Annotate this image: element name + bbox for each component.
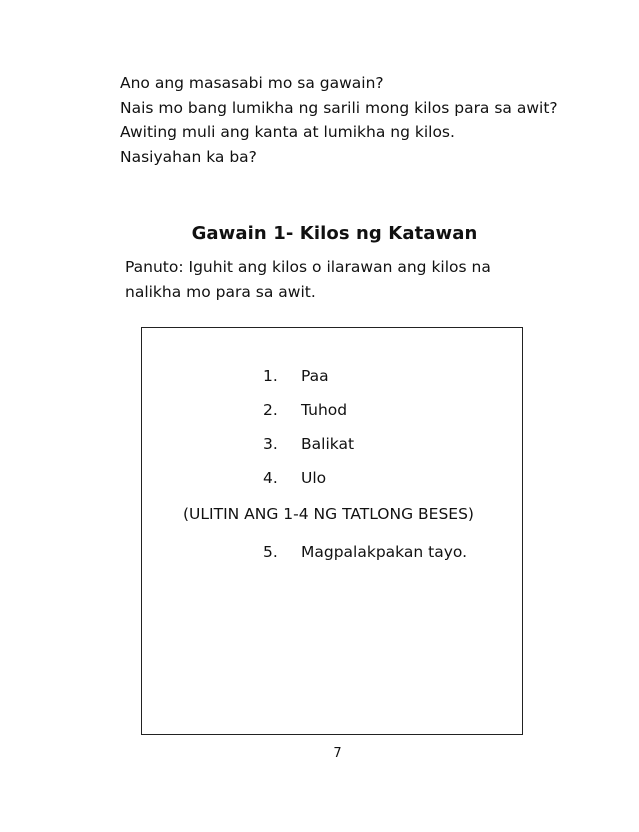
step-text: Tuhod bbox=[301, 401, 348, 419]
step-item bbox=[263, 434, 354, 454]
step-text: Balikat bbox=[301, 435, 355, 453]
activity-instructions: Panuto: Iguhit ang kilos o ilarawan ang kilos na nalikha mo para sa awit. bbox=[125, 258, 491, 301]
step-item bbox=[263, 542, 467, 562]
step-item bbox=[263, 468, 326, 488]
intro-line: Ano ang masasabi mo sa gawain? bbox=[120, 74, 384, 92]
activity-box bbox=[141, 327, 523, 735]
intro-questions bbox=[120, 71, 560, 169]
page-number: 7 bbox=[333, 746, 342, 761]
step-item bbox=[263, 400, 347, 420]
step-number: 1. bbox=[263, 367, 278, 385]
repeat-note: (ULITIN ANG 1-4 NG TATLONG BESES) bbox=[183, 505, 474, 523]
step-text: Magpalakpakan tayo. bbox=[301, 543, 468, 561]
intro-line: Nais mo bang lumikha ng sarili mong kilos para sa awit? bbox=[120, 98, 558, 117]
intro-line: Nasiyahan ka ba? bbox=[120, 147, 257, 166]
activity-title-wrapper bbox=[0, 223, 639, 244]
activity-title: Gawain 1- Kilos ng Katawan bbox=[191, 223, 478, 244]
step-item bbox=[263, 366, 329, 386]
step-text: Ulo bbox=[301, 469, 327, 487]
step-number: 3. bbox=[263, 435, 278, 453]
step-number: 4. bbox=[263, 469, 278, 487]
intro-line: Awiting muli ang kanta at lumikha ng kilos. bbox=[120, 123, 455, 141]
step-text: Paa bbox=[301, 367, 329, 385]
step-number: 5. bbox=[263, 543, 278, 561]
step-number: 2. bbox=[263, 401, 278, 419]
